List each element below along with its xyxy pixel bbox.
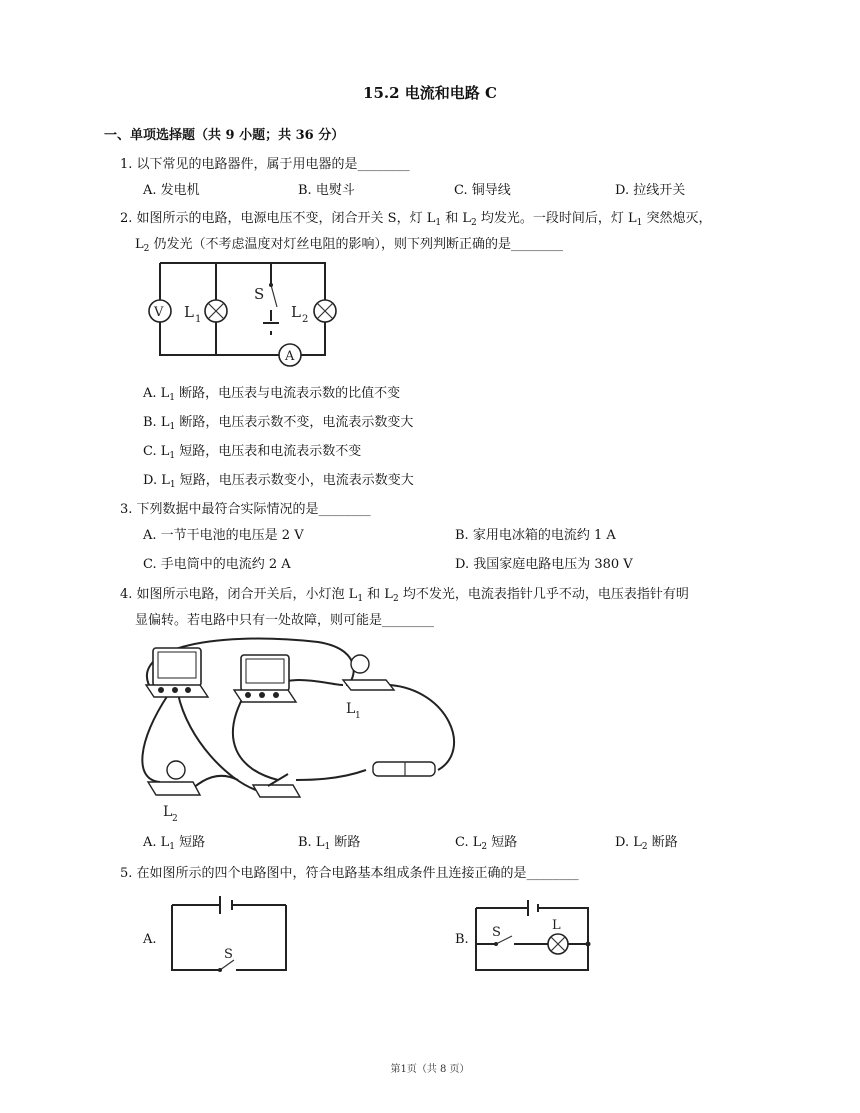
option-d: D. 我国家庭电路电压为 380 V (455, 557, 633, 572)
option-d: D. 拉线开关 (615, 183, 686, 198)
subscript: 1 (355, 711, 361, 721)
option-c: C. 手电筒中的电流约 2 A (143, 557, 291, 572)
question-stem: 和 L (441, 211, 471, 226)
question-stem: L (135, 237, 144, 252)
question-stem: 均不发光，电流表指针几乎不动，电压表指针有明 (398, 587, 689, 602)
option-a: A. (143, 932, 157, 947)
question-stem: 如图所示电路，闭合开关后，小灯泡 L (136, 587, 358, 602)
option-b: B. 电熨斗 (298, 183, 355, 198)
question-4-line2 (135, 609, 434, 628)
answer-blank: ________ (357, 157, 410, 172)
lamp-l1-label: L (346, 701, 356, 717)
subscript: 1 (435, 218, 442, 228)
answer-blank: ________ (526, 866, 579, 881)
subscript: 1 (195, 314, 202, 325)
question-3 (120, 498, 371, 517)
subscript: 2 (172, 814, 178, 824)
question-2-line2 (135, 233, 563, 252)
answer-blank: ________ (511, 237, 564, 252)
option-c: C. 铜导线 (454, 183, 511, 198)
subscript: 2 (143, 244, 150, 254)
switch-label: S (492, 925, 501, 940)
page-title: 15.2 电流和电路 C (363, 84, 497, 102)
subscript: 1 (636, 218, 643, 228)
question-stem: 显偏转。若电路中只有一处故障，则可能是 (135, 613, 383, 628)
switch (253, 785, 300, 797)
question-number: 4. (120, 587, 133, 602)
lamp-l2-label: L (163, 804, 173, 820)
option-b: B. 家用电冰箱的电流约 1 A (455, 528, 616, 543)
subscript: 2 (392, 594, 399, 604)
answer-blank: ________ (382, 613, 435, 628)
page-footer: 第1页（共 8 页） (390, 1064, 470, 1075)
option-a: A. 发电机 (143, 183, 200, 198)
question-stem: 仍发光（不考虑温度对灯丝电阻的影响），则下列判断正确的是 (149, 237, 512, 252)
question-stem: 突然熄灭， (642, 211, 712, 226)
question-stem: 如图所示的电路，电源电压不变，闭合开关 S，灯 L (136, 211, 436, 226)
question-4 (120, 583, 689, 602)
option-c: C. $L_1$ 短路，电压表和电流表示数不变 (143, 444, 362, 461)
question-number: 1. (120, 157, 133, 172)
option-a: A. $L_1$ 短路 (143, 835, 206, 852)
answer-blank: ________ (318, 502, 371, 517)
question-5 (120, 862, 579, 881)
switch-label: S (224, 947, 233, 962)
question-stem: 下列数据中最符合实际情况的是 (136, 502, 319, 517)
option-a: A. 一节干电池的电压是 2 V (143, 528, 304, 543)
option-c: C. $L_2$ 短路 (455, 835, 518, 852)
subscript: 1 (357, 594, 364, 604)
option-b: B. (455, 932, 469, 947)
circuit-diagram-q5-a (172, 892, 292, 977)
option-b: B. $L_1$ 断路 (298, 835, 361, 852)
question-stem: 和 L (363, 587, 393, 602)
lamp-l1 (351, 655, 369, 673)
subscript: 2 (471, 218, 477, 228)
lamp-l2-label: L (291, 303, 301, 321)
question-stem: 以下常见的电路器件，属于用电器的是 (136, 157, 358, 172)
question-number: 2. (120, 211, 133, 226)
question-stem: 在如图所示的四个电路图中，符合电路基本组成条件且连接正确的是 (136, 866, 527, 881)
question-stem: 均发光。一段时间后，灯 L (476, 211, 637, 226)
question-1 (120, 153, 410, 172)
question-number: 3. (120, 502, 133, 517)
circuit-diagram-q2 (140, 255, 360, 365)
option-b: B. $L_1$ 断路，电压表示数不变，电流表示数变大 (143, 415, 414, 432)
lamp-l2 (167, 761, 185, 779)
switch-label: S (254, 285, 265, 303)
section-heading: 一、单项选择题（共 9 小题；共 36 分） (104, 128, 345, 143)
subscript: 2 (302, 314, 309, 325)
question-2 (120, 207, 712, 226)
battery (373, 762, 435, 776)
lamp-label: L (552, 918, 561, 933)
ammeter-label: A (285, 349, 295, 364)
circuit-photo-q4 (128, 630, 463, 825)
question-number: 5. (120, 866, 133, 881)
circuit-diagram-q5-b (476, 898, 596, 978)
option-d: D. $L_2$ 断路 (615, 835, 678, 852)
option-d: D. $L_1$ 短路，电压表示数变小，电流表示数变大 (143, 473, 414, 490)
voltmeter-label: V (154, 305, 164, 320)
option-a: A. $L_1$ 断路，电压表与电流表示数的比值不变 (143, 386, 401, 403)
lamp-l1-label: L (184, 303, 194, 321)
